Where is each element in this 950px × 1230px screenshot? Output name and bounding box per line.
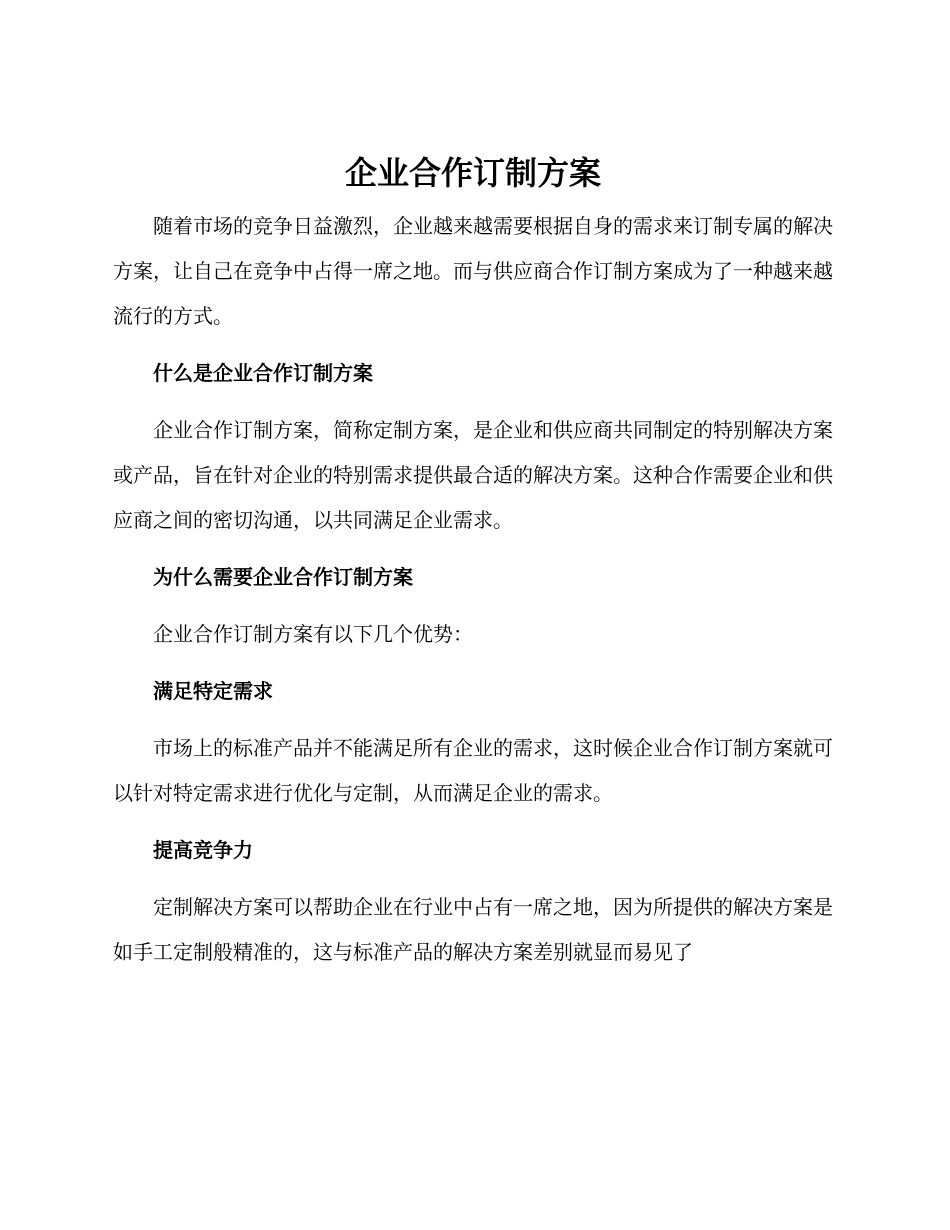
subheading-competitiveness: 提高竞争力 bbox=[153, 838, 253, 862]
document-body bbox=[113, 148, 833, 987]
section-heading-what-is: 什么是企业合作订制方案 bbox=[153, 361, 373, 385]
competitiveness-paragraph: 定制解决方案可以帮助企业在行业中占有一席之地，因为所提供的解决方案是如手工定制般精准的，这与标准产品的解决方案差别就显而易见了 bbox=[113, 895, 833, 964]
subheading-meet-needs: 满足特定需求 bbox=[153, 679, 273, 703]
document-title: 企业合作订制方案 bbox=[344, 154, 601, 192]
advantages-intro-paragraph: 企业合作订制方案有以下几个优势： bbox=[153, 622, 473, 646]
meet-needs-paragraph: 市场上的标准产品并不能满足所有企业的需求，这时候企业合作订制方案就可以针对特定需求进行优化与定制，从而满足企业的需求。 bbox=[113, 736, 833, 805]
section-heading-why-needed: 为什么需要企业合作订制方案 bbox=[153, 565, 413, 589]
intro-paragraph: 随着市场的竞争日益激烈，企业越来越需要根据自身的需求来订制专属的解决方案，让自己在竞争中占得一席之地。而与供应商合作订制方案成为了一种越来越流行的方式。 bbox=[113, 214, 833, 328]
definition-paragraph: 企业合作订制方案，简称定制方案，是企业和供应商共同制定的特别解决方案或产品，旨在针对企业的特别需求提供最合适的解决方案。这种合作需要企业和供应商之间的密切沟通，以共同满足企业需求。 bbox=[113, 418, 833, 532]
